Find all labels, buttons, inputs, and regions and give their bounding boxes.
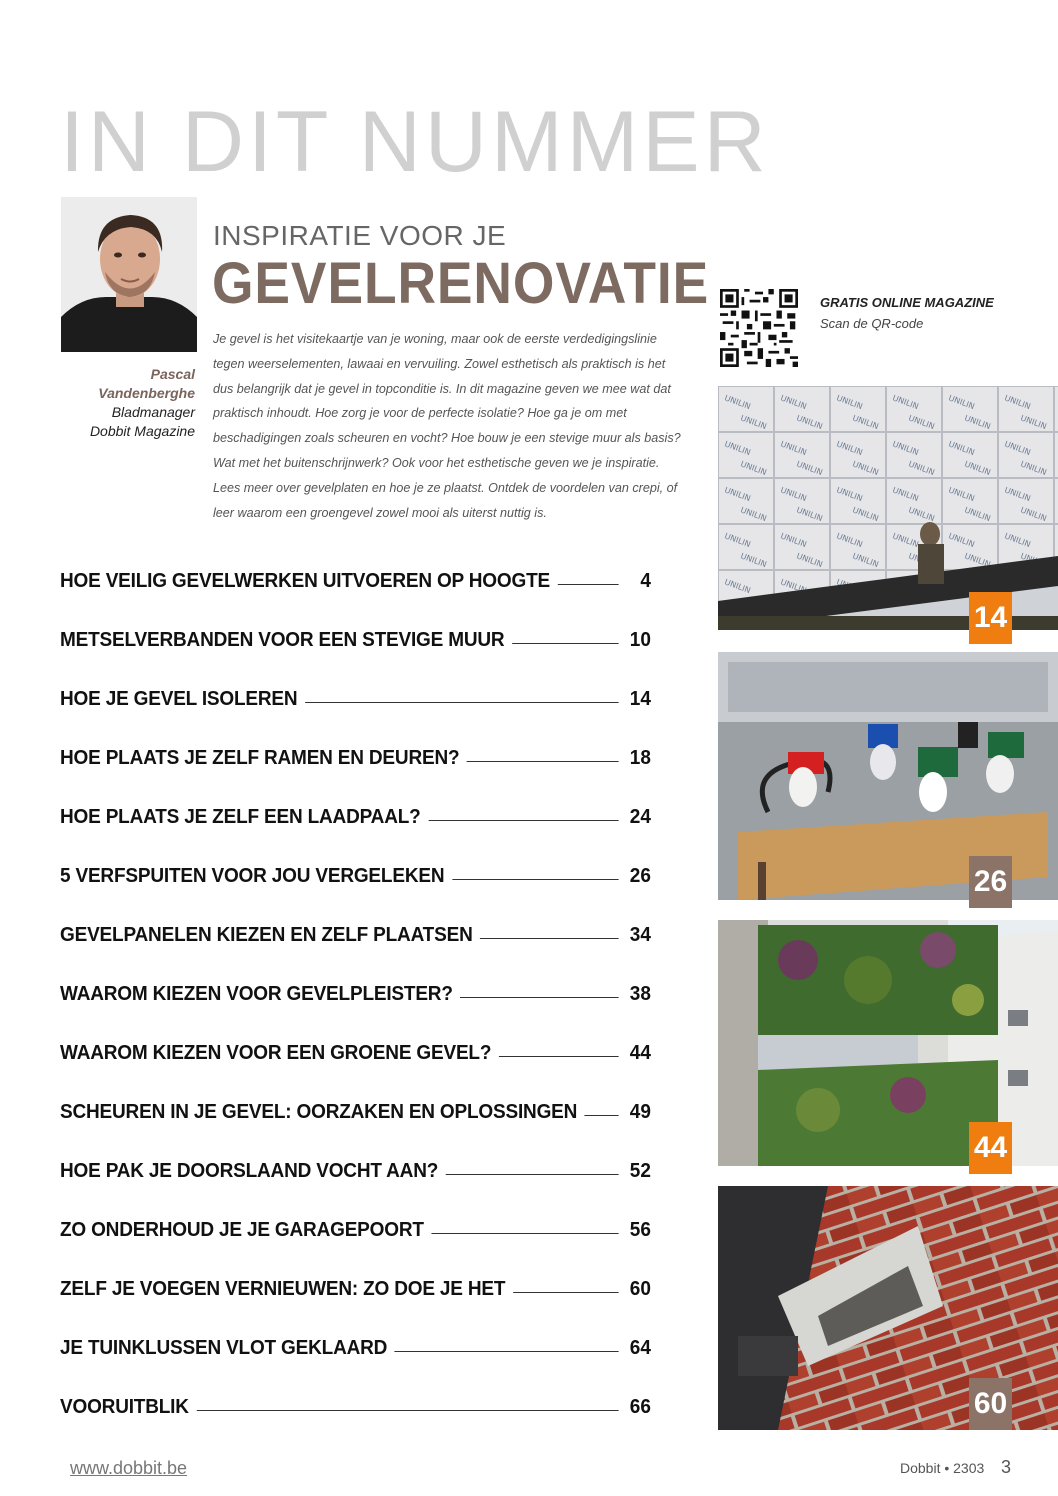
toc-entry[interactable] <box>60 1337 651 1396</box>
toc-entry-page: 38 <box>629 983 651 1005</box>
toc-leader-line <box>460 997 618 998</box>
toc-entry-page: 26 <box>629 865 651 887</box>
toc-entry-page: 4 <box>640 570 651 592</box>
qr-code-icon[interactable] <box>720 289 798 367</box>
toc-entry-title: WAAROM KIEZEN VOOR GEVELPLEISTER? <box>60 983 453 1005</box>
author-last-name: Vandenberghe <box>98 385 195 401</box>
toc-entry-page: 66 <box>629 1396 651 1418</box>
toc-entry-title: JE TUINKLUSSEN VLOT GEKLAARD <box>60 1337 388 1359</box>
toc-entry[interactable] <box>60 570 651 629</box>
toc-leader-line <box>428 820 618 821</box>
author-portrait-image <box>61 197 197 352</box>
toc-entry-page: 44 <box>629 1042 651 1064</box>
toc-entry-title: HOE PAK JE DOORSLAAND VOCHT AAN? <box>60 1160 439 1182</box>
toc-entry-title: VOORUITBLIK <box>60 1396 189 1418</box>
author-role: Bladmanager <box>111 404 195 420</box>
author-block <box>60 365 195 441</box>
toc-entry[interactable] <box>60 1278 651 1337</box>
toc-entry-page: 14 <box>629 688 651 710</box>
toc-entry[interactable] <box>60 983 651 1042</box>
toc-entry-title: SCHEUREN IN JE GEVEL: OORZAKEN EN OPLOSSINGEN <box>60 1101 578 1123</box>
toc-leader-line <box>467 761 619 762</box>
toc-entry[interactable] <box>60 865 651 924</box>
issue-label: Dobbit • 2303 <box>900 1460 985 1476</box>
toc-leader-line <box>585 1115 619 1116</box>
toc-entry-title: METSELVERBANDEN VOOR EEN STEVIGE MUUR <box>60 629 505 651</box>
editorial-headline: GEVELRENOVATIE <box>212 251 710 316</box>
toc-leader-line <box>431 1233 618 1234</box>
photo-badge-26: 26 <box>969 856 1012 908</box>
toc-entry-title: HOE JE GEVEL ISOLEREN <box>60 688 298 710</box>
toc-entry-title: HOE PLAATS JE ZELF RAMEN EN DEUREN? <box>60 747 460 769</box>
toc-leader-line <box>512 643 619 644</box>
qr-title: GRATIS ONLINE MAGAZINE <box>820 295 994 310</box>
toc-entry[interactable] <box>60 1042 651 1101</box>
toc-entry-page: 52 <box>629 1160 651 1182</box>
photo-badge-60: 60 <box>969 1378 1012 1430</box>
page-title: IN DIT NUMMER <box>60 94 770 190</box>
toc-entry-page: 24 <box>629 806 651 828</box>
table-of-contents <box>60 570 682 1455</box>
qr-subtitle: Scan de QR-code <box>820 316 924 331</box>
toc-leader-line <box>499 1056 619 1057</box>
toc-entry[interactable] <box>60 1160 651 1219</box>
toc-entry-title: ZO ONDERHOUD JE JE GARAGEPOORT <box>60 1219 424 1241</box>
toc-entry-page: 18 <box>629 747 651 769</box>
toc-leader-line <box>446 1174 619 1175</box>
toc-entry[interactable] <box>60 924 651 983</box>
author-org: Dobbit Magazine <box>89 423 195 439</box>
toc-entry[interactable] <box>60 1101 651 1160</box>
toc-entry[interactable] <box>60 747 651 806</box>
editorial-intro: Je gevel is het visitekaartje van je woning, maar ook de eerste verdedigingslinie tegen weerselementen, lawaai en vervuiling. Zowel esthetisch als praktisch is het dus belangrijk dat je gevel in topconditie is. In dit magazine geven we mee wat dat praktisch inhoudt. Hoe zorg je voor de perfecte isolatie? Hoe ga je om met beschadigingen zoals scheuren en vocht? Hoe bouw je een stevige muur als basis? Wat met het buitenschrijnwerk? Ook voor het esthetische geven we je inspiratie. Lees meer over gevelplaten en hoe je ze plaatst. Ontdek de voordelen van crepi, of leer waarom een groengevel zowel mooi als uiterst nuttig is. <box>213 332 681 520</box>
author-first-name: Pascal <box>150 366 195 382</box>
toc-entry[interactable] <box>60 1396 651 1455</box>
photo-badge-44: 44 <box>969 1122 1012 1174</box>
editorial-kicker: INSPIRATIE VOOR JE <box>213 220 507 251</box>
toc-leader-line <box>452 879 619 880</box>
toc-entry-page: 64 <box>629 1337 651 1359</box>
page-number: 3 <box>1001 1457 1012 1477</box>
author-portrait <box>61 197 197 352</box>
toc-entry-page: 60 <box>629 1278 651 1300</box>
toc-entry-title: GEVELPANELEN KIEZEN EN ZELF PLAATSEN <box>60 924 473 946</box>
toc-entry-page: 10 <box>629 629 651 651</box>
toc-entry-page: 49 <box>629 1101 651 1123</box>
toc-entry-title: WAAROM KIEZEN VOOR EEN GROENE GEVEL? <box>60 1042 492 1064</box>
toc-entry[interactable] <box>60 688 651 747</box>
toc-leader-line <box>480 938 618 939</box>
toc-entry-title: ZELF JE VOEGEN VERNIEUWEN: ZO DOE JE HET <box>60 1278 506 1300</box>
photo-badge-14: 14 <box>969 592 1012 644</box>
toc-entry[interactable] <box>60 629 651 688</box>
toc-entry-title: HOE PLAATS JE ZELF EEN LAADPAAL? <box>60 806 421 828</box>
toc-entry[interactable] <box>60 806 651 865</box>
toc-leader-line <box>395 1351 619 1352</box>
toc-leader-line <box>305 702 619 703</box>
toc-entry-title: 5 VERFSPUITEN VOOR JOU VERGELEKEN <box>60 865 445 887</box>
toc-entry-title: HOE VEILIG GEVELWERKEN UITVOEREN OP HOOGTE <box>60 570 550 592</box>
toc-entry[interactable] <box>60 1219 651 1278</box>
toc-leader-line <box>558 584 619 585</box>
toc-entry-page: 56 <box>629 1219 651 1241</box>
toc-leader-line <box>513 1292 619 1293</box>
website-link[interactable]: www.dobbit.be <box>70 1458 188 1478</box>
toc-entry-page: 34 <box>629 924 651 946</box>
toc-leader-line <box>196 1410 618 1411</box>
